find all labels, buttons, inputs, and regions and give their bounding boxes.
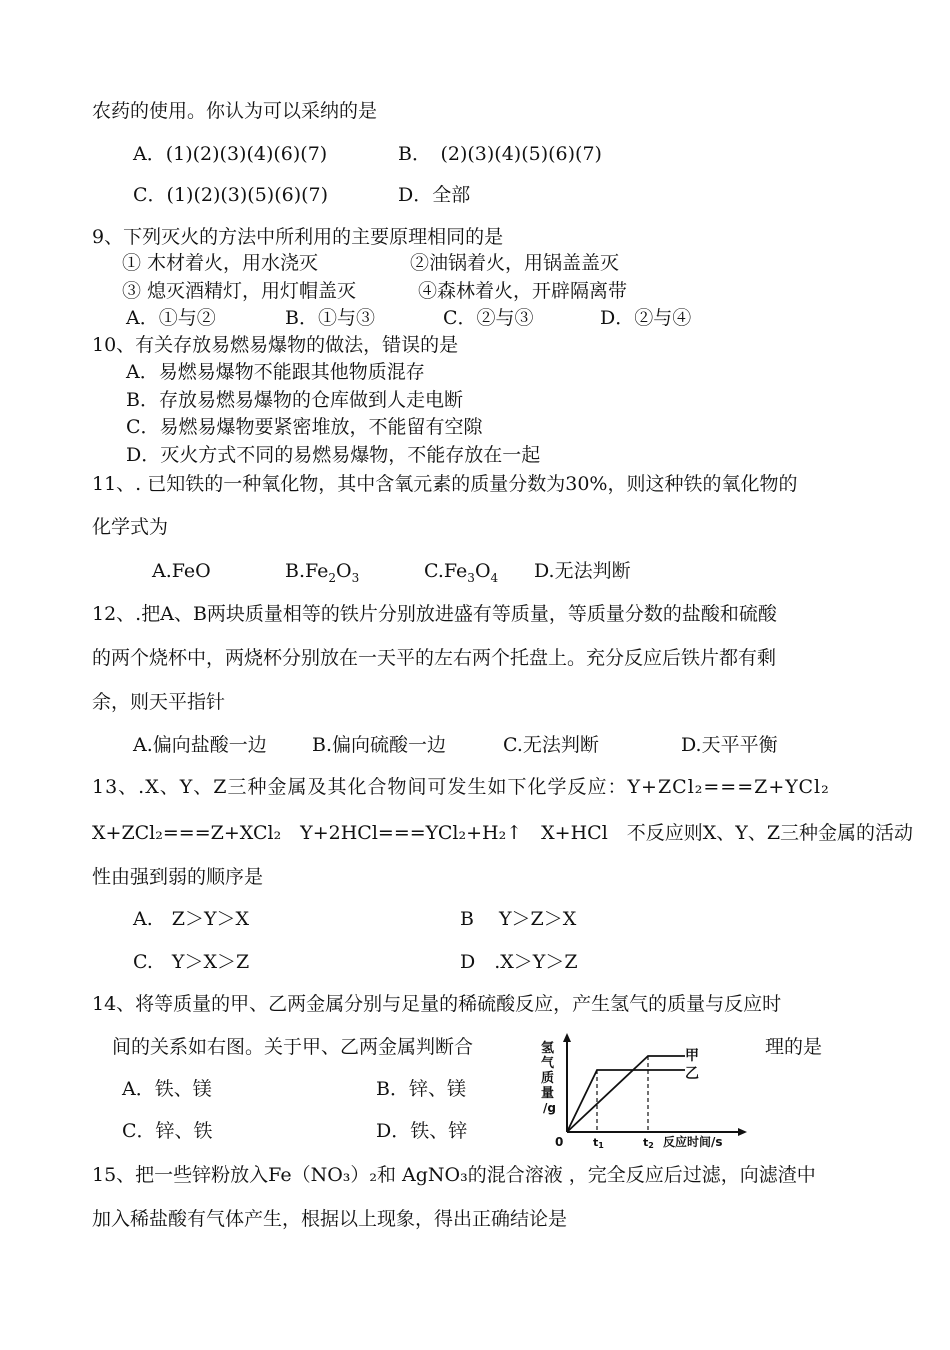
q13-option-a: A. Z＞Y＞X: [133, 908, 250, 930]
q13-stem-line2: X+ZCl₂===Z+XCl₂ Y+2HCl===YCl₂+H₂↑ X+HCl 不反应则X、Y、Z三种金属的活动: [92, 822, 914, 844]
q13-stem-line3: 性由强到弱的顺序是: [92, 866, 264, 888]
q9-option-a: A．①与②: [126, 307, 216, 329]
y-axis-arrow: [563, 1033, 571, 1042]
q8-option-c: C．(1)(2)(3)(5)(6)(7): [133, 184, 329, 206]
q13-option-d: D .X＞Y＞Z: [460, 951, 578, 973]
q10-option-c: C．易燃易爆物要紧密堆放，不能留有空隙: [126, 416, 483, 438]
q14-stem-line2a: 间的关系如右图。关于甲、乙两金属判断合: [112, 1036, 474, 1058]
y-label-char-1: 氢: [541, 1041, 555, 1056]
q9-option-b: B．①与③: [285, 307, 375, 329]
q8-tail: 农药的使用。你认为可以采纳的是: [92, 100, 378, 122]
q11-stem-line1: 11、. 已知铁的一种氧化物，其中含氧元素的质量分数为30%，则这种铁的氧化物的: [92, 473, 798, 495]
y-label-char-4: 量: [541, 1086, 555, 1101]
q13-option-c: C. Y＞X＞Z: [133, 951, 250, 973]
q9-item-3: ③ 熄灭酒精灯，用灯帽盖灭: [122, 280, 357, 302]
q14-option-b: B．锌、镁: [376, 1078, 466, 1100]
q15-stem-line1: 15、把一些锌粉放入Fe（NO₃）₂和 AgNO₃的混合溶液 ，完全反应后过滤，向滤渣中: [92, 1164, 816, 1186]
q14-stem-line1: 14、将等质量的甲、乙两金属分别与足量的稀硫酸反应，产生氢气的质量与反应时: [92, 993, 782, 1015]
q10-option-b: B．存放易燃易爆物的仓库做到人走电断: [126, 389, 463, 411]
q9-stem: 9、下列灭火的方法中所利用的主要原理相同的是: [92, 226, 504, 248]
x-axis-arrow: [738, 1128, 747, 1136]
q14-option-a: A．铁、镁: [122, 1078, 212, 1100]
y-label-char-5: /g: [543, 1101, 556, 1115]
q9-item-1: ① 木材着火，用水浇灭: [122, 252, 319, 274]
q14-option-c: C．锌、铁: [122, 1120, 213, 1142]
series-yi-label: 乙: [685, 1066, 699, 1082]
q14-option-d: D．铁、锌: [376, 1120, 468, 1142]
q12-stem-line3: 余，则天平指针: [92, 691, 226, 713]
q11-stem-line2: 化学式为: [92, 516, 169, 538]
q9-option-c: C．②与③: [443, 307, 534, 329]
q11-option-d: D.无法判断: [534, 560, 631, 582]
y-label-char-2: 气: [541, 1056, 555, 1071]
t1-label: t1: [593, 1136, 604, 1150]
q12-stem-line2: 的两个烧杯中，两烧杯分别放在一天平的左右两个托盘上。充分反应后铁片都有剩: [92, 647, 777, 669]
series-jia-label: 甲: [685, 1048, 699, 1064]
q8-option-a: A．(1)(2)(3)(4)(6)(7): [133, 143, 328, 165]
q13-option-b: B Y＞Z＞X: [460, 908, 577, 930]
q11-option-c: $C.Fe_3O_4$: [424, 560, 499, 585]
q12-option-c: C.无法判断: [503, 734, 599, 756]
q13-stem-line1: 13、.X、Y、Z三种金属及其化合物间可发生如下化学反应：Y+ZCl₂===Z+YCl₂: [92, 776, 830, 798]
q9-item-2: ②油锅着火，用锅盖盖灭: [410, 252, 620, 274]
q12-option-d: D.天平平衡: [681, 734, 778, 756]
hydrogen-mass-time-graph: [535, 1032, 760, 1150]
q10-stem: 10、有关存放易燃易爆物的做法，错误的是: [92, 334, 459, 356]
q8-option-d: D．全部: [398, 184, 471, 206]
q12-option-a: A.偏向盐酸一边: [133, 734, 267, 756]
q9-item-4: ④森林着火，开辟隔离带: [418, 280, 628, 302]
y-label-char-3: 质: [541, 1071, 555, 1086]
q12-option-b: B.偏向硫酸一边: [312, 734, 447, 756]
q12-stem-line1: 12、.把A、B两块质量相等的铁片分别放进盛有等质量，等质量分数的盐酸和硫酸: [92, 603, 777, 625]
q10-option-a: A．易燃易爆物不能跟其他物质混存: [126, 361, 425, 383]
q11-option-b: $B.Fe_2O_3$: [285, 560, 360, 585]
q11-option-a: A.FeO: [152, 560, 211, 582]
series-yi-line: [567, 1070, 685, 1132]
t2-label: t2: [643, 1136, 654, 1150]
q10-option-d: D．灭火方式不同的易燃易爆物，不能存放在一起: [126, 444, 541, 466]
q15-stem-line2: 加入稀盐酸有气体产生，根据以上现象，得出正确结论是: [92, 1208, 568, 1230]
x-axis-label: 反应时间/s: [663, 1135, 723, 1149]
q14-stem-line2b: 理的是: [765, 1036, 823, 1058]
q9-option-d: D．②与④: [600, 307, 692, 329]
origin-label: 0: [555, 1135, 564, 1149]
q8-option-b: B． (2)(3)(4)(5)(6)(7): [398, 143, 602, 165]
